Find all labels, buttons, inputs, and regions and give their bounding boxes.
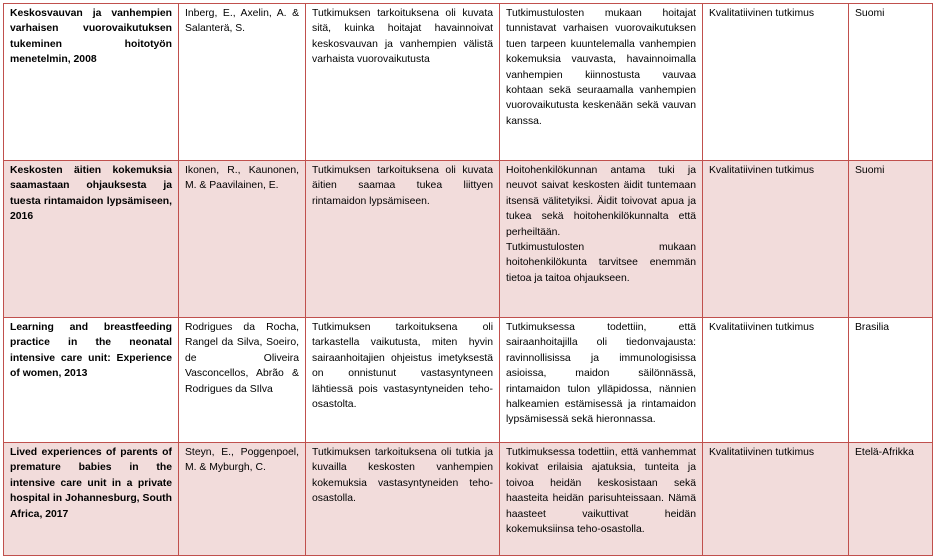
study-aim: Tutkimuksen tarkoituksena oli tutkia ja kuvailla keskosten vanhempien kokemuksia vastasyntyneiden teho-osastolla.	[306, 443, 500, 556]
results-paragraph: Tutkimustulosten mukaan hoitajat tunnistavat varhaisen vuorovaikutuksen tuen tarpeen kuuntelemalla vanhempien kokemuksia vauvasta, havainnoimalla vanhempien kiinnostusta vauvaa kohtaan sekä seuraamalla vanhempien vuorovaikutusta keskenään sekä vauvan kanssa.	[506, 8, 696, 127]
table-row	[4, 161, 933, 318]
study-country: Suomi	[849, 161, 933, 318]
study-results	[500, 318, 703, 443]
study-aim: Tutkimuksen tarkoituksena oli kuvata sitä, kuinka hoitajat havainnoivat keskosvauvan ja vanhempien välistä varhaista vuorovaikutusta	[306, 4, 500, 161]
study-authors: Ikonen, R., Kaunonen, M. & Paavilainen, E.	[179, 161, 306, 318]
table-row	[4, 318, 933, 443]
study-authors: Steyn, E., Poggenpoel, M. & Myburgh, C.	[179, 443, 306, 556]
study-title: Lived experiences of parents of premature babies in the intensive care unit in a private hospital in Johannesburg, South Africa, 2017	[4, 443, 179, 556]
table-row	[4, 4, 933, 161]
literature-table	[3, 3, 933, 556]
study-aim: Tutkimuksen tarkoituksena oli tarkastella vaikutusta, miten hyvin sairaanhoitajien ohjeistus imetyksestä on onnistunut vastasyntyneen lähtiessä pois vastasyntyneiden teho-osastolta.	[306, 318, 500, 443]
study-title: Keskosten äitien kokemuksia saamastaan ohjauksesta ja tuesta rintamaidon lypsämiseen, 2016	[4, 161, 179, 318]
table-row	[4, 443, 933, 556]
study-results	[500, 4, 703, 161]
results-paragraph: Tutkimuksessa todettiin, että sairaanhoitajilla oli tiedonvajausta: ravinnollisissa ja immunologisissa asioissa, maidon säilönnässä, rintamaidon tulon ylläpidossa, nännien halkeamien estämisessä ja rintamaidon lypsämisessä sekä hieronnassa.	[506, 322, 696, 426]
study-title: Keskosvauvan ja vanhempien varhaisen vuorovaikutuksen tukeminen hoitotyön menetelmin, 2008	[4, 4, 179, 161]
study-method: Kvalitatiivinen tutkimus	[703, 4, 849, 161]
study-country: Etelä-Afrikka	[849, 443, 933, 556]
study-method: Kvalitatiivinen tutkimus	[703, 443, 849, 556]
study-aim: Tutkimuksen tarkoituksena oli kuvata äitien saamaa tukea liittyen rintamaidon lypsämiseen.	[306, 161, 500, 318]
results-paragraph: Tutkimustulosten mukaan hoitohenkilökunta tarvitsee enemmän tietoa ja taitoa ohjaukseen.	[506, 242, 696, 284]
study-results	[500, 443, 703, 556]
results-paragraph: Tutkimuksessa todettiin, että vanhemmat kokivat erilaisia ajatuksia, tunteita ja toivoa heidän keskosistaan sekä haasteita heidän parisuhteissaan. Nämä haasteet vaikuttivat heidän kokemuksiinsa teho-osastolla.	[506, 447, 696, 536]
study-method: Kvalitatiivinen tutkimus	[703, 318, 849, 443]
study-method: Kvalitatiivinen tutkimus	[703, 161, 849, 318]
study-country: Suomi	[849, 4, 933, 161]
results-paragraph: Hoitohenkilökunnan antama tuki ja neuvot saivat keskosten äidit tuntemaan itsensä välitetyiksi. Äidit toivovat apua ja tukea sekä hoitohenkilökunnalta että perheiltään.	[506, 165, 696, 238]
study-authors: Inberg, E., Axelin, A. & Salanterä, S.	[179, 4, 306, 161]
study-country: Brasilia	[849, 318, 933, 443]
study-title: Learning and breastfeeding practice in the neonatal intensive care unit: Experience of women, 2013	[4, 318, 179, 443]
study-results	[500, 161, 703, 318]
study-authors: Rodrigues da Rocha, Rangel da Silva, Soeiro, de Oliveira Vasconcellos, Abrão & Rodrigues da SIlva	[179, 318, 306, 443]
